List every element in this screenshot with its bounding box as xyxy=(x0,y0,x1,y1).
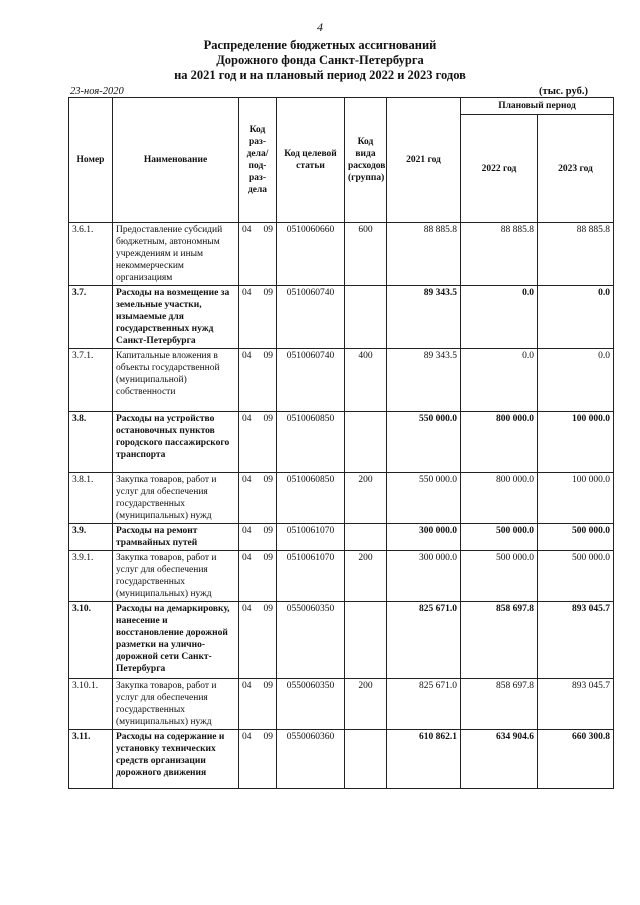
row-section-code xyxy=(239,473,277,524)
row-expense-group xyxy=(345,412,387,473)
row-section-code xyxy=(239,349,277,412)
row-number: 3.7.1. xyxy=(69,349,113,412)
subsection-code: 09 xyxy=(263,553,273,563)
row-amount-2021: 550 000.0 xyxy=(387,412,461,473)
row-expense-group: 400 xyxy=(345,349,387,412)
section-code: 04 xyxy=(242,351,252,361)
table-row xyxy=(69,602,614,679)
row-amount-2021: 610 862.1 xyxy=(387,730,461,789)
row-target-code: 0550060360 xyxy=(277,730,345,789)
row-amount-2022: 634 904.6 xyxy=(461,730,538,789)
row-name: Закупка товаров, работ и услуг для обеспечения государственных (муниципальных) нужд xyxy=(113,679,239,730)
section-code: 04 xyxy=(242,526,252,536)
row-name: Расходы на содержание и установку технических средств организации дорожного движения xyxy=(113,730,239,789)
row-target-code: 0510060660 xyxy=(277,223,345,286)
row-amount-2021: 89 343.5 xyxy=(387,349,461,412)
row-number: 3.11. xyxy=(69,730,113,789)
document-title xyxy=(0,38,640,83)
row-amount-2021: 825 671.0 xyxy=(387,602,461,679)
row-target-code: 0550060350 xyxy=(277,602,345,679)
row-amount-2022: 0.0 xyxy=(461,349,538,412)
row-amount-2023: 500 000.0 xyxy=(538,551,614,602)
section-code: 04 xyxy=(242,604,252,614)
subsection-code: 09 xyxy=(263,681,273,691)
row-amount-2023: 893 045.7 xyxy=(538,602,614,679)
row-amount-2022: 88 885.8 xyxy=(461,223,538,286)
row-section-code xyxy=(239,551,277,602)
row-amount-2023: 100 000.0 xyxy=(538,412,614,473)
row-amount-2022: 500 000.0 xyxy=(461,551,538,602)
row-target-code: 0510060850 xyxy=(277,473,345,524)
row-number: 3.7. xyxy=(69,286,113,349)
row-amount-2022: 0.0 xyxy=(461,286,538,349)
header-year-2022: 2022 год xyxy=(461,115,538,223)
table-row xyxy=(69,551,614,602)
row-expense-group xyxy=(345,730,387,789)
row-number: 3.9.1. xyxy=(69,551,113,602)
row-expense-group: 200 xyxy=(345,551,387,602)
section-code: 04 xyxy=(242,288,252,298)
row-section-code xyxy=(239,730,277,789)
subsection-code: 09 xyxy=(263,225,273,235)
row-amount-2023: 893 045.7 xyxy=(538,679,614,730)
row-expense-group: 200 xyxy=(345,679,387,730)
page-number: 4 xyxy=(317,20,323,34)
table-row xyxy=(69,679,614,730)
subsection-code: 09 xyxy=(263,288,273,298)
row-section-code xyxy=(239,602,277,679)
row-amount-2021: 550 000.0 xyxy=(387,473,461,524)
row-number: 3.10. xyxy=(69,602,113,679)
row-amount-2023: 88 885.8 xyxy=(538,223,614,286)
row-number: 3.8. xyxy=(69,412,113,473)
header-planned-period: Плановый период xyxy=(461,98,614,115)
title-line-2: Дорожного фонда Санкт-Петербурга xyxy=(216,53,424,67)
header-section-code: Код раз- дела/ под- раз- дела xyxy=(239,98,277,223)
section-code: 04 xyxy=(242,414,252,424)
header-name: Наименование xyxy=(113,98,239,223)
units-label: (тыс. руб.) xyxy=(539,86,588,97)
row-amount-2023: 100 000.0 xyxy=(538,473,614,524)
row-number: 3.10.1. xyxy=(69,679,113,730)
row-name: Расходы на ремонт трамвайных путей xyxy=(113,524,239,551)
section-code: 04 xyxy=(242,732,252,742)
row-amount-2021: 300 000.0 xyxy=(387,551,461,602)
title-line-3: на 2021 год и на плановый период 2022 и 2023 годов xyxy=(174,68,466,82)
header-year-2023: 2023 год xyxy=(538,115,614,223)
row-amount-2022: 858 697.8 xyxy=(461,602,538,679)
table-row xyxy=(69,730,614,789)
row-target-code: 0510060740 xyxy=(277,349,345,412)
row-amount-2021: 825 671.0 xyxy=(387,679,461,730)
row-amount-2021: 89 343.5 xyxy=(387,286,461,349)
row-name: Закупка товаров, работ и услуг для обеспечения государственных (муниципальных) нужд xyxy=(113,551,239,602)
row-amount-2022: 500 000.0 xyxy=(461,524,538,551)
row-number: 3.6.1. xyxy=(69,223,113,286)
row-target-code: 0510060850 xyxy=(277,412,345,473)
title-line-1: Распределение бюджетных ассигнований xyxy=(203,38,437,52)
row-number: 3.8.1. xyxy=(69,473,113,524)
table-row xyxy=(69,524,614,551)
row-expense-group xyxy=(345,602,387,679)
table-row xyxy=(69,286,614,349)
row-expense-group xyxy=(345,524,387,551)
row-name: Расходы на устройство остановочных пунктов городского пассажирского транспорта xyxy=(113,412,239,473)
row-name: Расходы на возмещение за земельные участки, изымаемые для государственных нужд Санкт-Петербурга xyxy=(113,286,239,349)
row-target-code: 0550060350 xyxy=(277,679,345,730)
subsection-code: 09 xyxy=(263,351,273,361)
row-target-code: 0510061070 xyxy=(277,551,345,602)
section-code: 04 xyxy=(242,475,252,485)
row-expense-group: 200 xyxy=(345,473,387,524)
row-amount-2023: 660 300.8 xyxy=(538,730,614,789)
table-row xyxy=(69,349,614,412)
row-amount-2022: 800 000.0 xyxy=(461,412,538,473)
header-year-2021: 2021 год xyxy=(387,98,461,223)
row-amount-2023: 500 000.0 xyxy=(538,524,614,551)
table-row xyxy=(69,412,614,473)
header-target-code: Код целевой статьи xyxy=(277,98,345,223)
budget-table xyxy=(68,97,614,789)
document-date: 23-ноя-2020 xyxy=(70,86,124,97)
row-name: Предоставление субсидий бюджетным, автономным учреждениям и иным некоммерческим организациям xyxy=(113,223,239,286)
subsection-code: 09 xyxy=(263,526,273,536)
table-row xyxy=(69,473,614,524)
row-section-code xyxy=(239,679,277,730)
row-amount-2023: 0.0 xyxy=(538,286,614,349)
row-section-code xyxy=(239,524,277,551)
row-amount-2022: 858 697.8 xyxy=(461,679,538,730)
section-code: 04 xyxy=(242,681,252,691)
header-number: Номер xyxy=(69,98,113,223)
row-section-code xyxy=(239,223,277,286)
row-expense-group xyxy=(345,286,387,349)
row-target-code: 0510060740 xyxy=(277,286,345,349)
subsection-code: 09 xyxy=(263,732,273,742)
row-amount-2022: 800 000.0 xyxy=(461,473,538,524)
subsection-code: 09 xyxy=(263,604,273,614)
row-name: Капитальные вложения в объекты государственной (муниципальной) собственности xyxy=(113,349,239,412)
subsection-code: 09 xyxy=(263,414,273,424)
row-amount-2021: 300 000.0 xyxy=(387,524,461,551)
table-row xyxy=(69,223,614,286)
section-code: 04 xyxy=(242,225,252,235)
row-name: Расходы на демаркировку, нанесение и восстановление дорожной разметки на улично-дорожной сети Санкт-Петербурга xyxy=(113,602,239,679)
row-target-code: 0510061070 xyxy=(277,524,345,551)
subsection-code: 09 xyxy=(263,475,273,485)
row-number: 3.9. xyxy=(69,524,113,551)
row-name: Закупка товаров, работ и услуг для обеспечения государственных (муниципальных) нужд xyxy=(113,473,239,524)
row-amount-2023: 0.0 xyxy=(538,349,614,412)
row-section-code xyxy=(239,412,277,473)
header-expense-code: Код вида расходов (группа) xyxy=(345,98,387,223)
row-amount-2021: 88 885.8 xyxy=(387,223,461,286)
row-section-code xyxy=(239,286,277,349)
section-code: 04 xyxy=(242,553,252,563)
row-expense-group: 600 xyxy=(345,223,387,286)
